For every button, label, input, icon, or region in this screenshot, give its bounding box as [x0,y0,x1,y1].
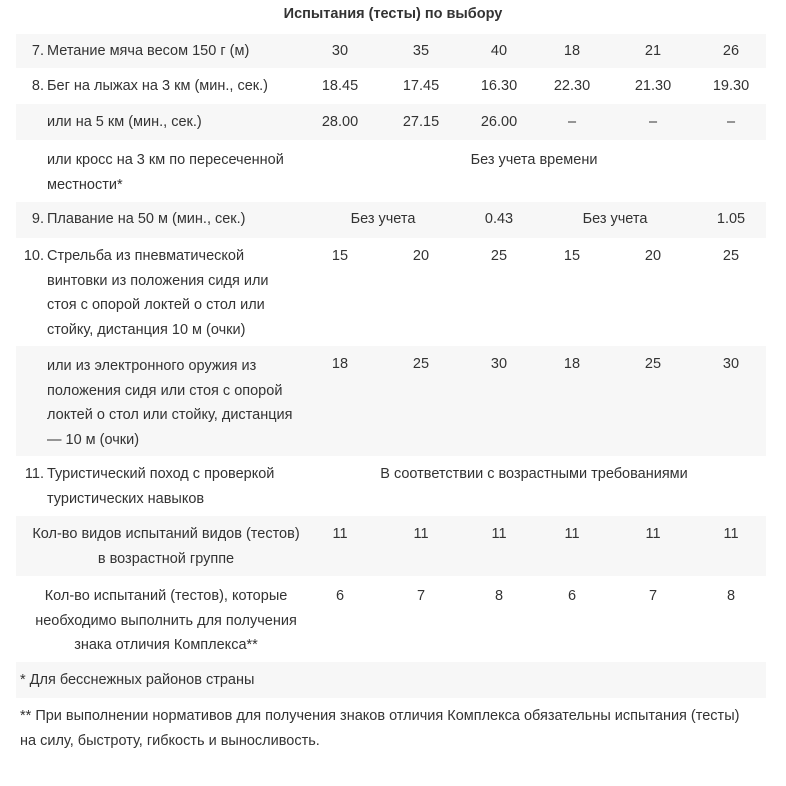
value-cell: 26.00 [480,114,518,130]
value-cell: – [648,114,658,130]
value-cell: 6 [335,588,345,604]
value-cell: – [567,114,577,130]
row-number: 9. [31,211,44,227]
value-cell: 19.30 [712,78,750,94]
row-label: Метание мяча весом 150 г (м) [47,43,250,59]
value-cell: 11 [645,526,661,542]
merged-value-cell: Без учета времени [470,152,598,168]
value-cell: 11 [332,526,348,542]
value-cell: 26 [722,43,740,59]
merged-value-cell: В соответствии с возрастными требованиями [380,466,688,482]
value-cell: 18 [563,43,581,59]
table-row-11 [16,456,766,516]
value-cell: 7 [648,588,658,604]
row-label: Кол-во испытаний (тестов), которые необходимо выполнить для получения знака отличия Комплекса** [35,588,297,653]
value-cell: 27.15 [402,114,440,130]
table-row-8-cross [16,140,766,202]
value-cell: 35 [412,43,430,59]
value-cell: 25 [412,356,430,372]
value-cell: 1.05 [716,211,746,227]
footnote-row [16,698,766,764]
table-row-8-5km [16,104,766,140]
row-label: Плавание на 50 м (мин., сек.) [47,211,246,227]
value-cell: 30 [722,356,740,372]
row-label: или из электронного оружия из положения сидя или стоя с опорой локтей о стол или стойку, дистанция — 10 м (очки) [47,358,293,448]
table-row-tests-required [16,576,766,662]
value-cell: 8 [494,588,504,604]
value-cell: Без учета [582,211,648,227]
row-label: Стрельба из пневматической винтовки из положения сидя или стоя с опорой локтей о стол или стойку, дистанция 10 м (очки) [47,248,269,338]
table-row-8 [16,68,766,104]
value-cell: 20 [644,248,662,264]
row-number: 10. [23,248,44,264]
value-cell: 15 [331,248,349,264]
table-row-7 [16,34,766,68]
value-cell: 11 [564,526,580,542]
row-label: или кросс на 3 км по пересеченной местности* [47,152,284,193]
value-cell: 28.00 [321,114,359,130]
value-cell: 25 [722,248,740,264]
value-cell: 11 [413,526,429,542]
footnote-row [16,662,766,698]
value-cell: 7 [416,588,426,604]
value-cell: 18.45 [321,78,359,94]
value-cell: 21.30 [634,78,672,94]
footnote: ** При выполнении нормативов для получения знаков отличия Комплекса обязательны испытания (тесты) на силу, быстроту, гибкость и выносливость. [20,708,740,749]
value-cell: 0.43 [484,211,514,227]
row-label: Кол-во видов испытаний видов (тестов) в возрастной группе [32,526,300,567]
footnote: * Для бесснежных районов страны [20,672,255,688]
value-cell: 18 [563,356,581,372]
value-cell: 30 [331,43,349,59]
table-row-10-electronic [16,346,766,456]
value-cell: 20 [412,248,430,264]
value-cell: 11 [723,526,739,542]
value-cell: 18 [331,356,349,372]
row-label: или на 5 км (мин., сек.) [47,114,202,130]
table-row-9 [16,202,766,238]
row-number: 8. [31,78,44,94]
value-cell: 11 [491,526,507,542]
row-number: 11. [24,466,44,482]
value-cell: 8 [726,588,736,604]
value-cell: 6 [567,588,577,604]
value-cell: 25 [644,356,662,372]
table-row-test-types-count [16,516,766,576]
value-cell: 16.30 [480,78,518,94]
row-label: Туристический поход с проверкой туристических навыков [47,466,275,507]
value-cell: Без учета [350,211,416,227]
value-cell: 17.45 [402,78,440,94]
value-cell: 30 [490,356,508,372]
table-row-10 [16,238,766,346]
value-cell: 15 [563,248,581,264]
value-cell: 21 [644,43,662,59]
table-title: Испытания (тесты) по выбору [283,6,503,22]
value-cell: 22.30 [553,78,591,94]
row-number: 7. [31,43,44,59]
row-label: Бег на лыжах на 3 км (мин., сек.) [47,78,268,94]
value-cell: 40 [490,43,508,59]
value-cell: – [726,114,736,130]
value-cell: 25 [490,248,508,264]
